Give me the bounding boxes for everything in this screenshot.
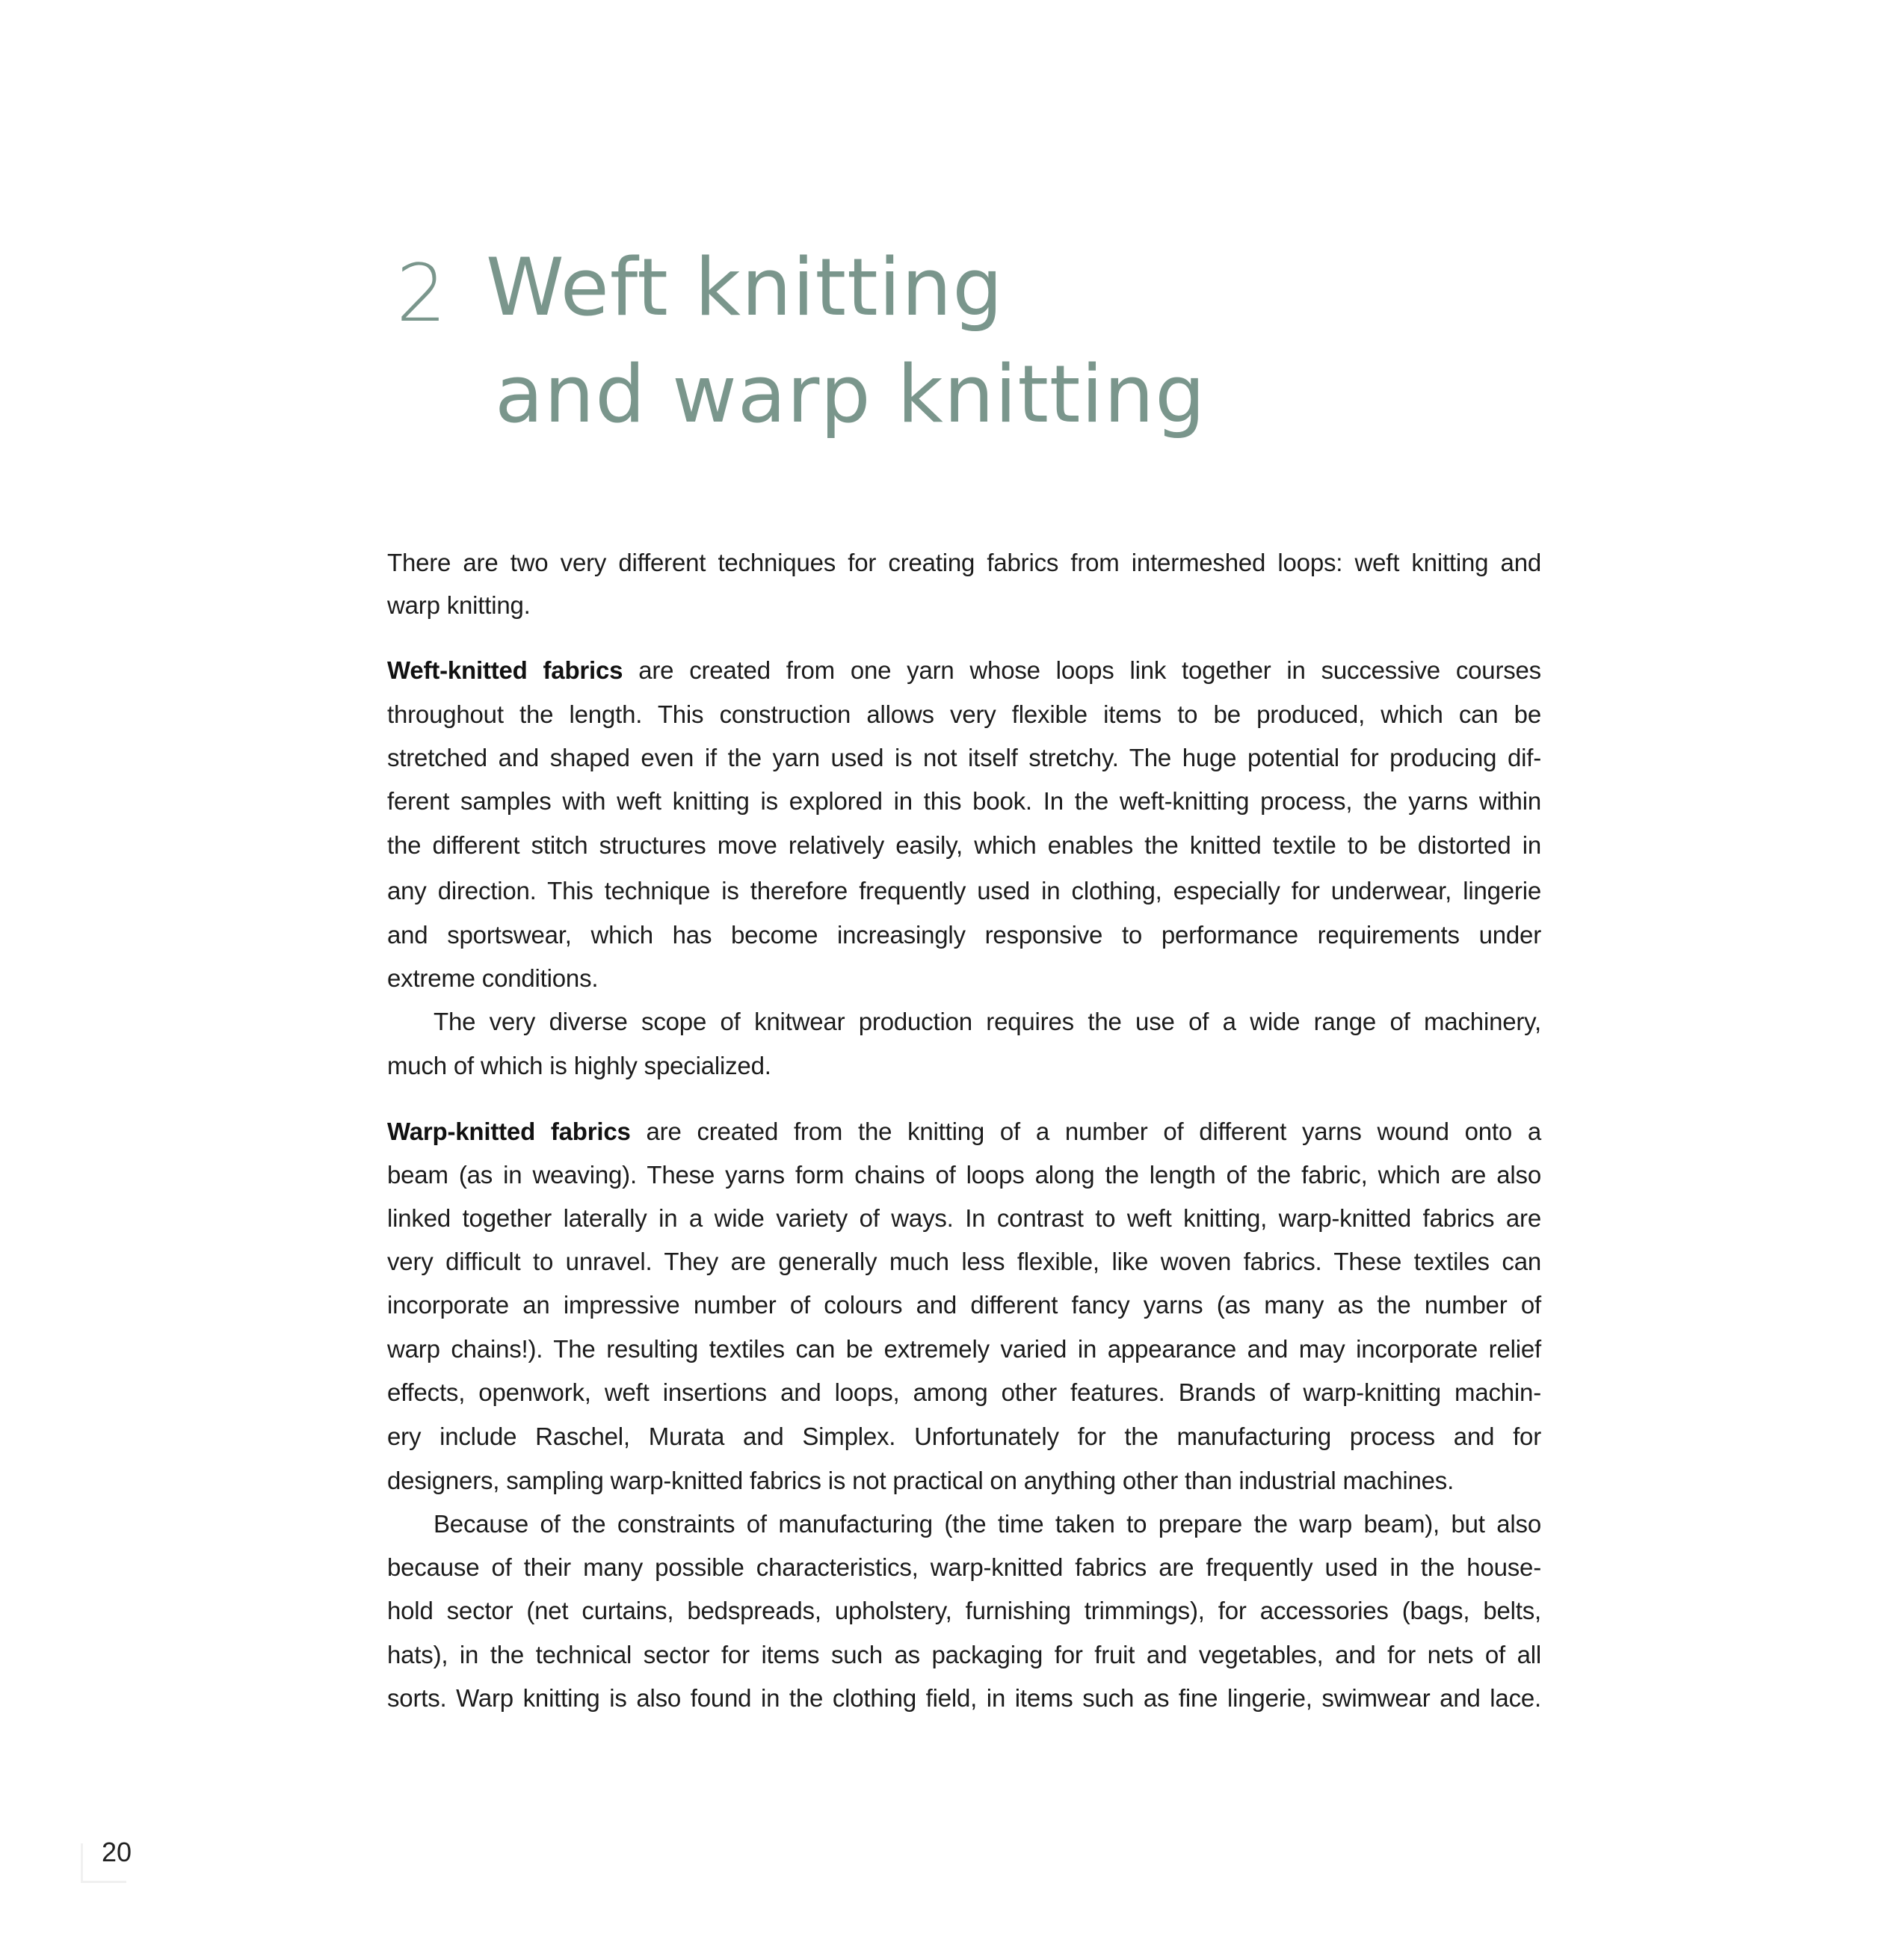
warp-runin-heading: Warp-knitted fabrics: [387, 1118, 631, 1145]
chapter-number: 2: [396, 247, 447, 339]
warp-line-4: very difficult to unravel. They are generally much less flexible, like woven fabrics. These textiles can: [387, 1248, 1541, 1275]
weft-line-7: and sportswear, which has become increasingly responsive to performance requirements under: [387, 921, 1541, 949]
page-number: 20: [102, 1837, 132, 1867]
chapter-title-line-2: and warp knitting: [495, 348, 1206, 440]
intro-line-2: warp knitting.: [387, 591, 531, 619]
intro-line-1: There are two very different techniques for creating fabrics from intermeshed loops: weft knitting and: [387, 549, 1541, 576]
warp-line-6: warp chains!). The resulting textiles can be extremely varied in appearance and may incorporate relief: [387, 1335, 1541, 1363]
weft-line-1-text: are created from one yarn whose loops link together in successive courses: [623, 656, 1541, 684]
weft-line-8: extreme conditions.: [387, 964, 599, 992]
weft-line-6: any direction. This technique is therefore frequently used in clothing, especially for underwear, lingerie: [387, 877, 1541, 905]
weft-line-2: throughout the length. This construction allows very flexible items to be produced, which can be: [387, 700, 1541, 728]
weft-line-1: [387, 656, 1541, 685]
weft-line-5: the different stitch structures move relatively easily, which enables the knitted textile to be distorted in: [387, 831, 1541, 859]
weft-line-3: stretched and shaped even if the yarn used is not itself stretchy. The huge potential for producing dif-: [387, 744, 1541, 771]
uses-line-5: sorts. Warp knitting is also found in the clothing field, in items such as fine lingerie, swimwear and lace.: [387, 1684, 1541, 1712]
warp-line-1-text: are created from the knitting of a number of different yarns wound onto a: [630, 1118, 1541, 1145]
uses-line-2: because of their many possible characteristics, warp-knitted fabrics are frequently used in the house-: [387, 1553, 1541, 1581]
machinery-line-2: much of which is highly specialized.: [387, 1052, 771, 1079]
chapter-title-line-1: Weft knitting: [486, 241, 1004, 333]
warp-line-2: beam (as in weaving). These yarns form chains of loops along the length of the fabric, which are also: [387, 1161, 1541, 1189]
warp-line-1: [387, 1117, 1541, 1147]
warp-line-9: designers, sampling warp-knitted fabrics is not practical on anything other than industrial machines.: [387, 1467, 1455, 1494]
warp-line-7: effects, openwork, weft insertions and loops, among other features. Brands of warp-knitting machin-: [387, 1378, 1541, 1406]
machinery-line-1: The very diverse scope of knitwear production requires the use of a wide range of machinery,: [434, 1008, 1541, 1035]
warp-line-8: ery include Raschel, Murata and Simplex. Unfortunately for the manufacturing process and for: [387, 1423, 1541, 1450]
uses-line-1: Because of the constraints of manufacturing (the time taken to prepare the warp beam), but also: [434, 1510, 1541, 1538]
uses-line-3: hold sector (net curtains, bedspreads, upholstery, furnishing trimmings), for accessories (bags, belts,: [387, 1597, 1541, 1624]
weft-line-4: ferent samples with weft knitting is explored in this book. In the weft-knitting process, the yarns within: [387, 787, 1541, 815]
warp-line-5: incorporate an impressive number of colours and different fancy yarns (as many as the number of: [387, 1291, 1541, 1319]
uses-line-4: hats), in the technical sector for items such as packaging for fruit and vegetables, and for nets of all: [387, 1641, 1541, 1668]
warp-line-3: linked together laterally in a wide variety of ways. In contrast to weft knitting, warp-knitted fabrics are: [387, 1204, 1541, 1232]
weft-runin-heading: Weft-knitted fabrics: [387, 656, 623, 684]
